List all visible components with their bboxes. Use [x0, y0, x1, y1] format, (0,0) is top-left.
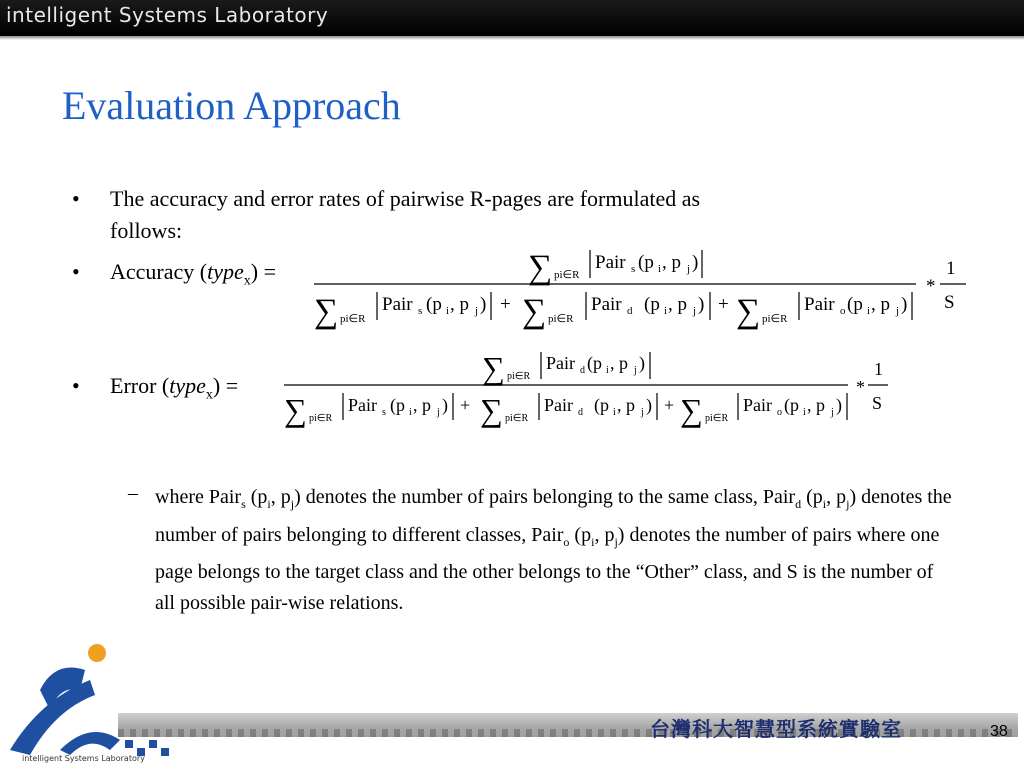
arg-sub-i: i — [867, 305, 871, 317]
args-close: ) — [442, 395, 448, 415]
args-close: ) — [836, 395, 842, 415]
accuracy-type: type — [207, 259, 244, 284]
pair-sub: s — [631, 263, 636, 275]
lab-logo — [0, 640, 190, 768]
arg-sub-j: j — [475, 305, 479, 317]
pair-sub: d — [580, 365, 585, 376]
arg-sub-j: j — [437, 407, 440, 418]
arg-sub-j: j — [831, 407, 834, 418]
args-open: (p — [594, 395, 609, 415]
sub-bullet-description: where Pair$_s$ ($p_i$, $p_j$) denotes the number of pairs belonging to the same class, Pair$_d$ ($p_i$, $p_j$) denotes the number of pairs belonging to different classes, Pair$_o$ ($p_i$, $p_j$) denotes the number of pairs where one page belongs to the target class and the other belongs to the “Other” class, and S is the number of all possible pair-wise relations. — [155, 486, 952, 614]
accuracy-label-text: Accuracy ( — [110, 259, 208, 284]
accuracy-eq: ) = — [250, 259, 276, 284]
bullet-dot: • — [72, 373, 80, 398]
args-close: ) — [639, 353, 645, 373]
arg-sub-j: j — [693, 305, 697, 317]
args-comma: , p — [668, 294, 687, 315]
bullet-dot: • — [72, 259, 80, 284]
error-eq: ) = — [212, 373, 239, 398]
args-comma: , p — [617, 395, 635, 415]
pair-label: Pair — [348, 395, 377, 415]
args-open: (p — [784, 395, 799, 415]
sum-index: pi∈R — [548, 313, 574, 325]
sum-symbol: ∑ — [680, 392, 703, 428]
error-type: type — [169, 373, 206, 398]
args-open: (p — [426, 294, 442, 315]
accuracy-formula — [310, 242, 970, 332]
times-sign: * — [926, 276, 936, 297]
args-comma: , p — [807, 395, 825, 415]
args-close: ) — [692, 252, 699, 273]
arg-sub-i: i — [606, 365, 609, 376]
pair-label: Pair — [544, 395, 573, 415]
args-comma: , p — [610, 353, 628, 373]
arg-sub-i: i — [613, 407, 616, 418]
accuracy-label — [110, 256, 276, 297]
sum-symbol: ∑ — [736, 293, 761, 330]
lab-name: intelligent Systems Laboratory — [6, 3, 329, 27]
sum-index: pi∈R — [505, 413, 529, 424]
arg-sub-i: i — [409, 407, 412, 418]
times-sign: * — [856, 377, 865, 397]
plus-sign: + — [460, 395, 471, 415]
sum-symbol: ∑ — [522, 293, 547, 330]
S: S — [872, 393, 883, 413]
pair-label: Pair — [382, 294, 413, 315]
pair-label: Pair — [743, 395, 772, 415]
sum-index: pi∈R — [507, 371, 531, 382]
error-label — [110, 370, 238, 411]
bullet-1-line-1: The accuracy and error rates of pairwise R-pages are formulated as — [110, 186, 701, 211]
bullet-dot: • — [72, 186, 80, 211]
sum-symbol: ∑ — [528, 249, 553, 286]
pair-sub: o — [840, 305, 846, 317]
sum-index: pi∈R — [705, 413, 729, 424]
accuracy-sub: x — [243, 273, 251, 289]
arg-sub-i: i — [658, 263, 662, 275]
bullet-1-line-2: follows: — [110, 218, 183, 243]
args-open: (p — [587, 353, 602, 373]
args-comma: , p — [871, 294, 890, 315]
sum-index: pi∈R — [340, 313, 366, 325]
args-close: ) — [646, 395, 652, 415]
pair-sub: s — [382, 407, 386, 418]
sum-index: pi∈R — [554, 269, 580, 281]
arg-sub-j: j — [641, 407, 644, 418]
pair-label: Pair — [804, 294, 835, 315]
args-open: (p — [847, 294, 863, 315]
header-shadow — [0, 36, 1024, 40]
lab-chinese-name: 台灣科大智慧型系統實驗室 — [650, 717, 902, 741]
args-open: (p — [644, 294, 660, 315]
S: S — [944, 292, 955, 313]
plus-sign: + — [500, 294, 511, 315]
pair-label: Pair — [591, 294, 622, 315]
arg-sub-i: i — [446, 305, 450, 317]
plus-sign: + — [664, 395, 675, 415]
error-label-text: Error ( — [110, 373, 170, 398]
sum-index: pi∈R — [309, 413, 333, 424]
args-open: (p — [638, 252, 654, 273]
plus-sign: + — [718, 294, 729, 315]
pair-sub: d — [578, 407, 583, 418]
header-bar — [0, 0, 1024, 36]
sum-symbol: ∑ — [314, 293, 339, 330]
page-number: 38 — [990, 723, 1008, 740]
logo-caption: intelligent Systems Laboratory — [22, 754, 145, 763]
error-formula — [282, 345, 892, 430]
pair-sub: d — [627, 305, 633, 317]
pair-sub: s — [418, 305, 423, 317]
args-close: ) — [901, 294, 908, 315]
pair-label: Pair — [595, 252, 626, 273]
arg-sub-j: j — [687, 263, 691, 275]
args-close: ) — [698, 294, 705, 315]
sum-symbol: ∑ — [284, 392, 307, 428]
args-comma: , p — [450, 294, 469, 315]
sub-bullet-dash: – — [128, 482, 138, 504]
slide-title: Evaluation Approach — [62, 83, 401, 128]
args-comma: , p — [662, 252, 681, 273]
pair-label: Pair — [546, 353, 575, 373]
sum-symbol: ∑ — [482, 350, 505, 386]
one: 1 — [874, 359, 883, 379]
args-close: ) — [480, 294, 487, 315]
arg-sub-i: i — [664, 305, 668, 317]
error-sub: x — [205, 387, 213, 403]
arg-sub-j: j — [634, 365, 637, 376]
args-open: (p — [390, 395, 405, 415]
one: 1 — [946, 258, 956, 279]
sum-index: pi∈R — [762, 313, 788, 325]
pair-sub: o — [777, 407, 782, 418]
sum-symbol: ∑ — [480, 392, 503, 428]
args-comma: , p — [413, 395, 431, 415]
arg-sub-i: i — [803, 407, 806, 418]
arg-sub-j: j — [896, 305, 900, 317]
